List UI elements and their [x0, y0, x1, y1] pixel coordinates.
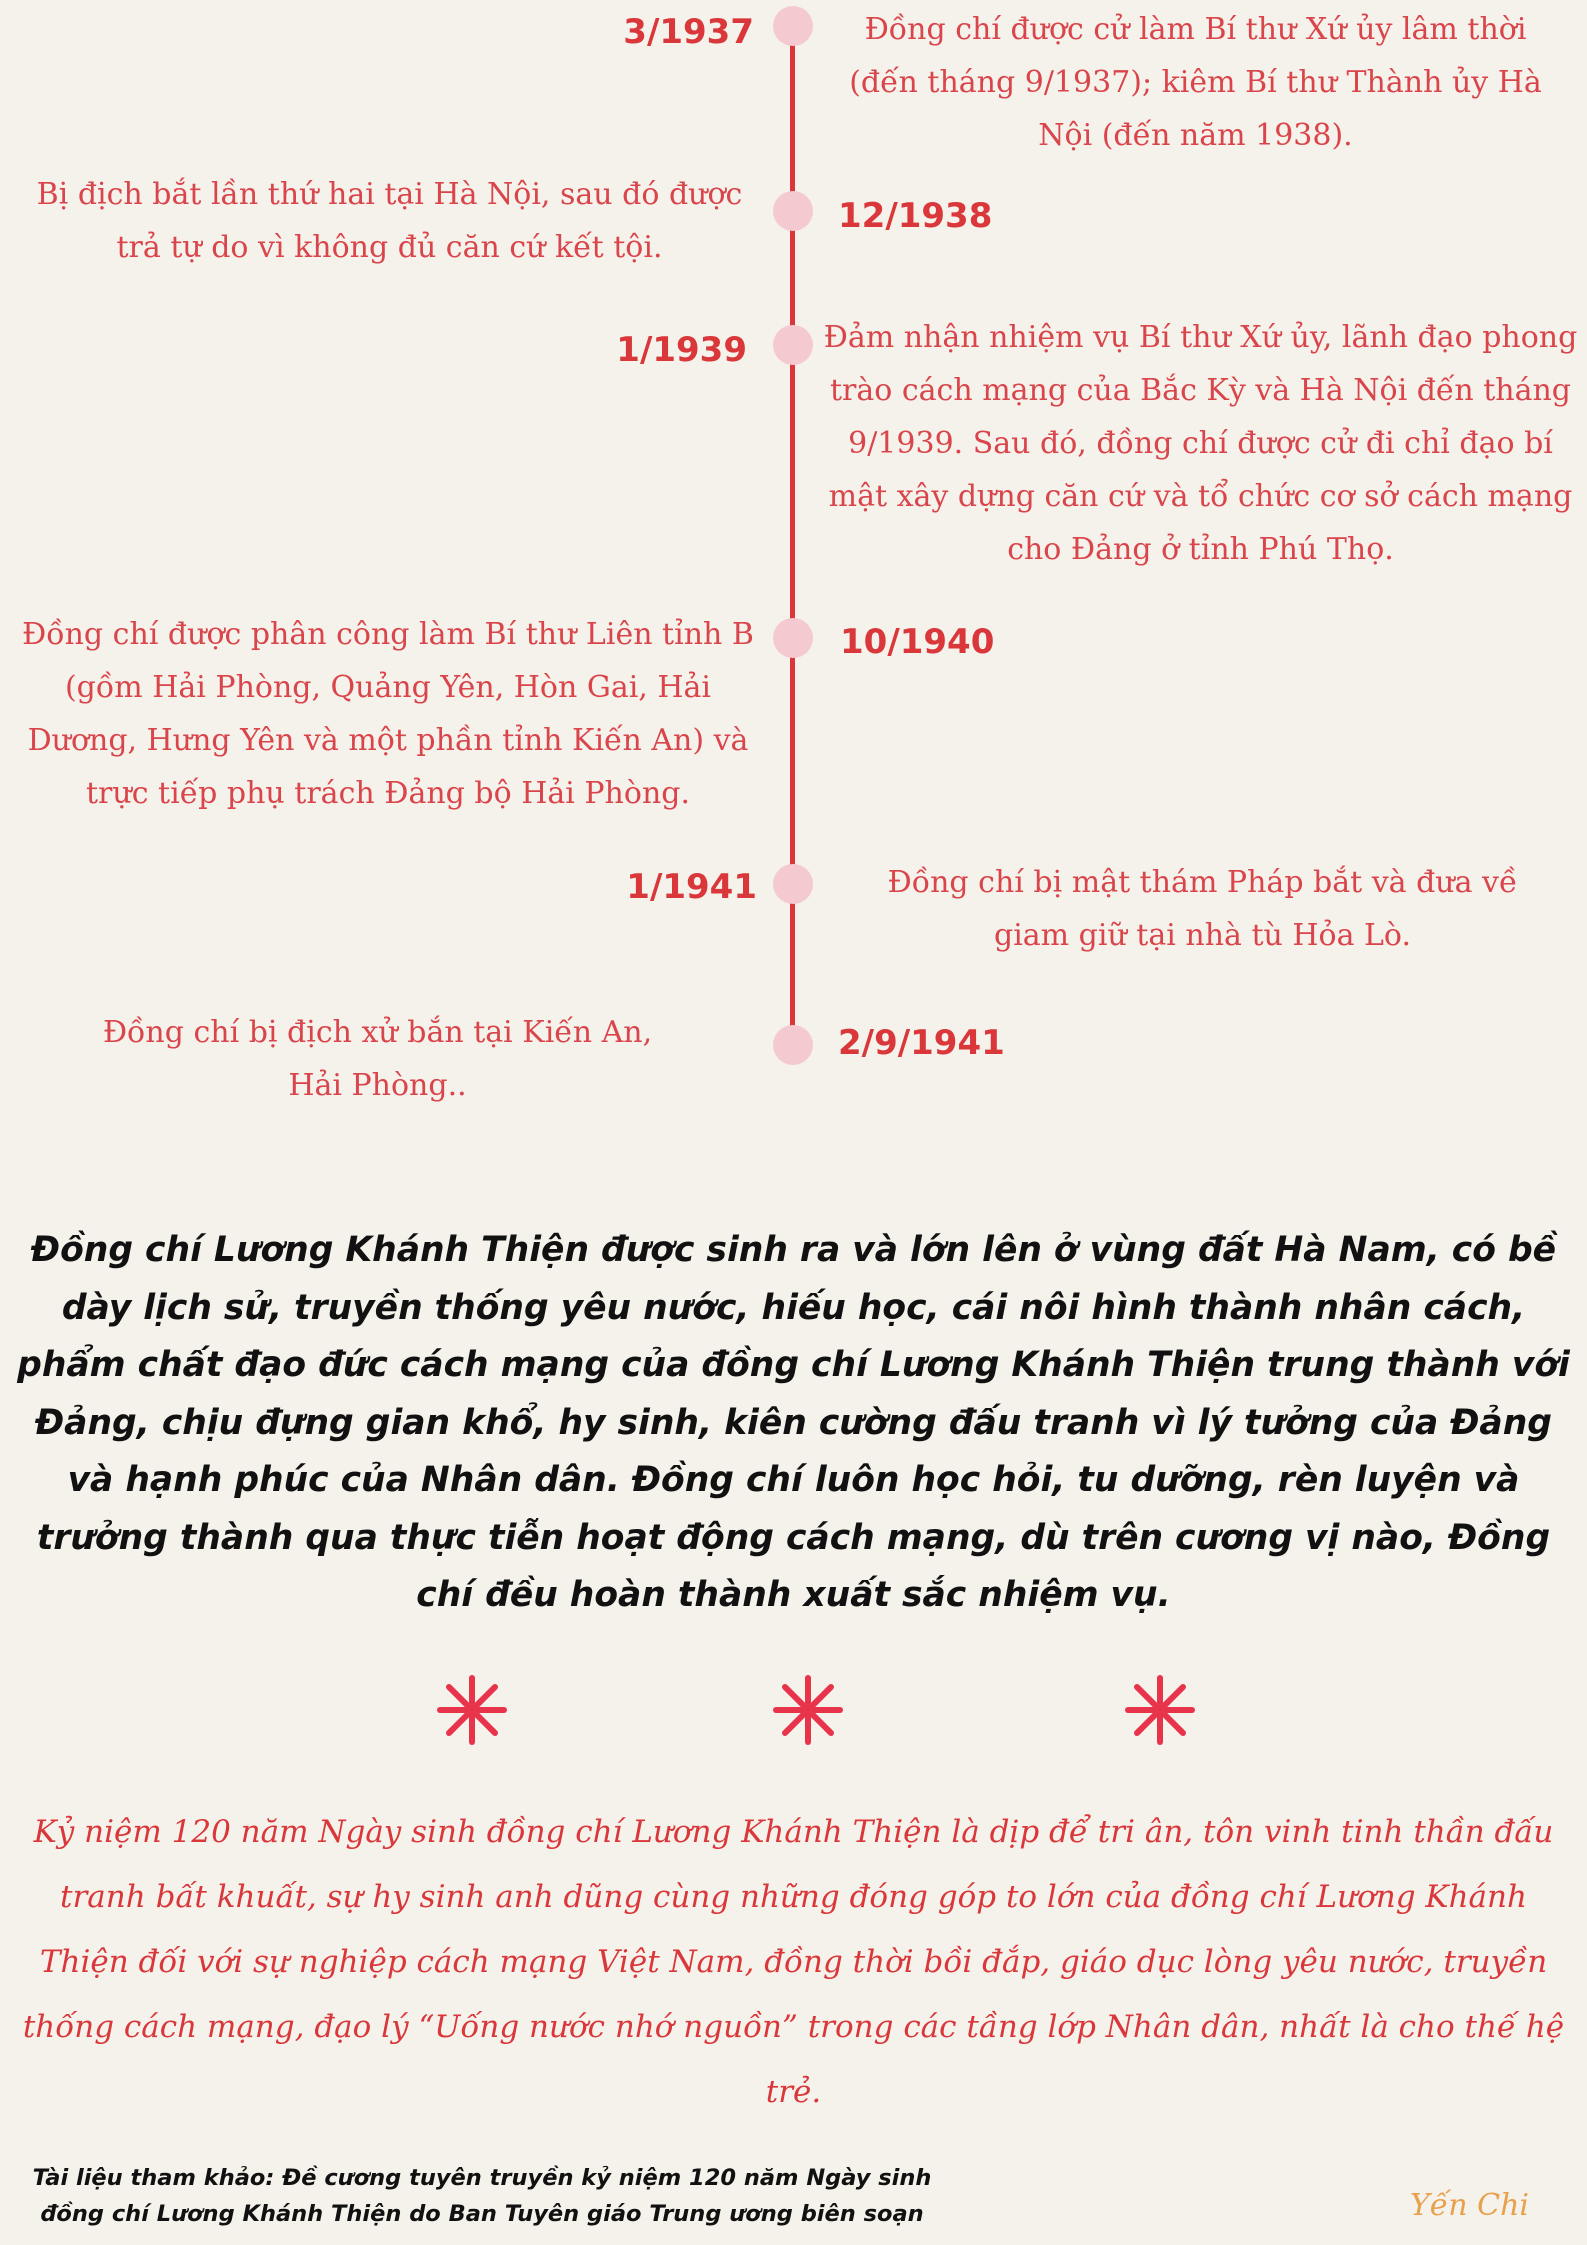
asterisk-icon: [432, 1670, 512, 1750]
timeline-description: Đồng chí được cử làm Bí thư Xứ ủy lâm thời (đến tháng 9/1937); kiêm Bí thư Thành ủy Hà Nội (đến năm 1938).: [849, 12, 1542, 153]
timeline-date: 2/9/1941: [838, 1023, 1005, 1063]
timeline-dot: [773, 6, 813, 46]
author-signature: Yến Chi: [1410, 2188, 1529, 2223]
reference-note: Tài liệu tham khảo: Đề cương tuyên truyền kỷ niệm 120 năm Ngày sinh đồng chí Lương Khánh Thiện do Ban Tuyên giáo Trung ương biên soạn: [32, 2165, 932, 2227]
timeline-date: 1/1939: [616, 330, 747, 370]
timeline-description: Bị địch bắt lần thứ hai tại Hà Nội, sau đó được trả tự do vì không đủ căn cứ kết tội.: [36, 177, 743, 265]
timeline-description: Đồng chí bị địch xử bắn tại Kiến An, Hải Phòng..: [102, 1015, 653, 1103]
asterisk-icon: [1120, 1670, 1200, 1750]
summary-paragraph: Đồng chí Lương Khánh Thiện được sinh ra và lớn lên ở vùng đất Hà Nam, có bề dày lịch sử, truyền thống yêu nước, hiếu học, cái nôi hình thành nhân cách, phẩm chất đạo đức cách mạng của đồng chí Lương Khánh Thiện trung thành với Đảng, chịu đựng gian khổ, hy sinh, kiên cường đấu tranh vì lý tưởng của Đảng và hạnh phúc của Nhân dân. Đồng chí luôn học hỏi, tu dưỡng, rèn luyện và trưởng thành qua thực tiễn hoạt động cách mạng, dù trên cương vị nào, Đồng chí đều hoàn thành xuất sắc nhiệm vụ.: [17, 1230, 1570, 1615]
closing-paragraph: Kỷ niệm 120 năm Ngày sinh đồng chí Lương Khánh Thiện là dịp để tri ân, tôn vinh tinh thần đấu tranh bất khuất, sự hy sinh anh dũng cùng những đóng góp to lớn của đồng chí Lương Khánh Thiện đối với sự nghiệp cách mạng Việt Nam, đồng thời bồi đắp, giáo dục lòng yêu nước, truyền thống cách mạng, đạo lý “Uống nước nhớ nguồn” trong các tầng lớp Nhân dân, nhất là cho thế hệ trẻ.: [22, 1814, 1565, 2110]
timeline-date: 10/1940: [840, 622, 995, 662]
timeline-date: 1/1941: [626, 867, 757, 907]
timeline-dot: [773, 618, 813, 658]
asterisk-icon: [768, 1670, 848, 1750]
timeline-description: Đồng chí được phân công làm Bí thư Liên tỉnh B (gồm Hải Phòng, Quảng Yên, Hòn Gai, Hải Dương, Hưng Yên và một phần tỉnh Kiến An) và trực tiếp phụ trách Đảng bộ Hải Phòng.: [22, 617, 754, 811]
timeline-date: 3/1937: [623, 12, 754, 52]
timeline-description: Đồng chí bị mật thám Pháp bắt và đưa về giam giữ tại nhà tù Hỏa Lò.: [887, 865, 1518, 953]
timeline-dot: [773, 325, 813, 365]
timeline-dot: [773, 864, 813, 904]
timeline-date: 12/1938: [838, 196, 993, 236]
timeline-dot: [773, 1025, 813, 1065]
timeline-description: Đảm nhận nhiệm vụ Bí thư Xứ ủy, lãnh đạo phong trào cách mạng của Bắc Kỳ và Hà Nội đến tháng 9/1939. Sau đó, đồng chí được cử đi chỉ đạo bí mật xây dựng căn cứ và tổ chức cơ sở cách mạng cho Đảng ở tỉnh Phú Thọ.: [823, 320, 1578, 567]
timeline-dot: [773, 191, 813, 231]
